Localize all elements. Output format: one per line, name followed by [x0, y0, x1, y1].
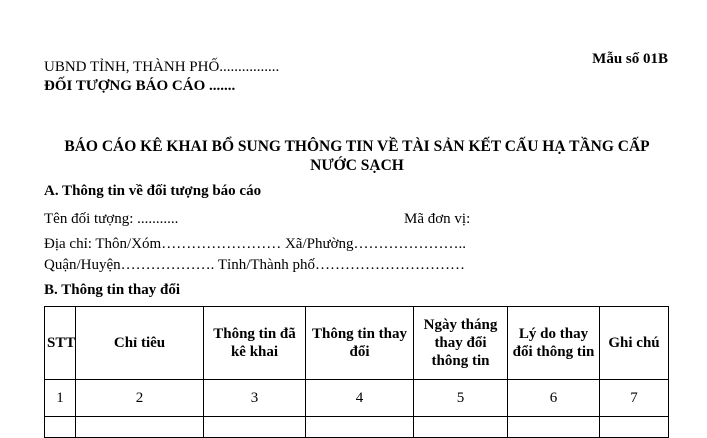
- column-header-notes: Ghi chú: [600, 307, 669, 380]
- column-header-stt: STT: [45, 307, 76, 380]
- table-cell: 7: [600, 380, 669, 417]
- column-header-change-date: Ngày tháng thay đổi thông tin: [414, 307, 508, 380]
- table-row: [45, 380, 669, 417]
- subject-name-field: Tên đối tượng: ...........: [44, 211, 179, 227]
- table-cell: 6: [508, 380, 600, 417]
- form-code: Mẫu số 01B: [592, 51, 668, 67]
- column-header-indicator: Chỉ tiêu: [76, 307, 204, 380]
- changes-table: [44, 306, 669, 438]
- district-province-field: Quận/Huyện………………. Tỉnh/Thành phố…………………………: [44, 257, 465, 273]
- column-header-change-reason: Lý do thay đổi thông tin: [508, 307, 600, 380]
- section-b-heading: B. Thông tin thay đổi: [44, 282, 181, 298]
- table-cell: [76, 417, 204, 438]
- address-field: Địa chỉ: Thôn/Xóm…………………… Xã/Phường…………………..: [44, 236, 467, 252]
- column-header-declared-info: Thông tin đã kê khai: [204, 307, 306, 380]
- column-header-changed-info: Thông tin thay đổi: [306, 307, 414, 380]
- table-row: [45, 417, 669, 438]
- document-title: BÁO CÁO KÊ KHAI BỔ SUNG THÔNG TIN VỀ TÀI SẢN KẾT CẤU HẠ TẦNG CẤP NƯỚC SẠCH: [64, 138, 650, 174]
- table-cell: [45, 417, 76, 438]
- table-cell: [204, 417, 306, 438]
- unit-code-field: Mã đơn vị:: [404, 211, 471, 227]
- table-cell: 1: [45, 380, 76, 417]
- table-cell: 3: [204, 380, 306, 417]
- table-cell: [600, 417, 669, 438]
- section-a-heading: A. Thông tin về đối tượng báo cáo: [44, 183, 262, 199]
- table-header-row: [45, 307, 669, 380]
- table-cell: [508, 417, 600, 438]
- table-cell: 5: [414, 380, 508, 417]
- table-cell: 4: [306, 380, 414, 417]
- report-subject-line: ĐỐI TƯỢNG BÁO CÁO .......: [44, 78, 236, 94]
- table-cell: 2: [76, 380, 204, 417]
- organization-line: UBND TỈNH, THÀNH PHỐ................: [44, 59, 280, 75]
- table-cell: [306, 417, 414, 438]
- table-cell: [414, 417, 508, 438]
